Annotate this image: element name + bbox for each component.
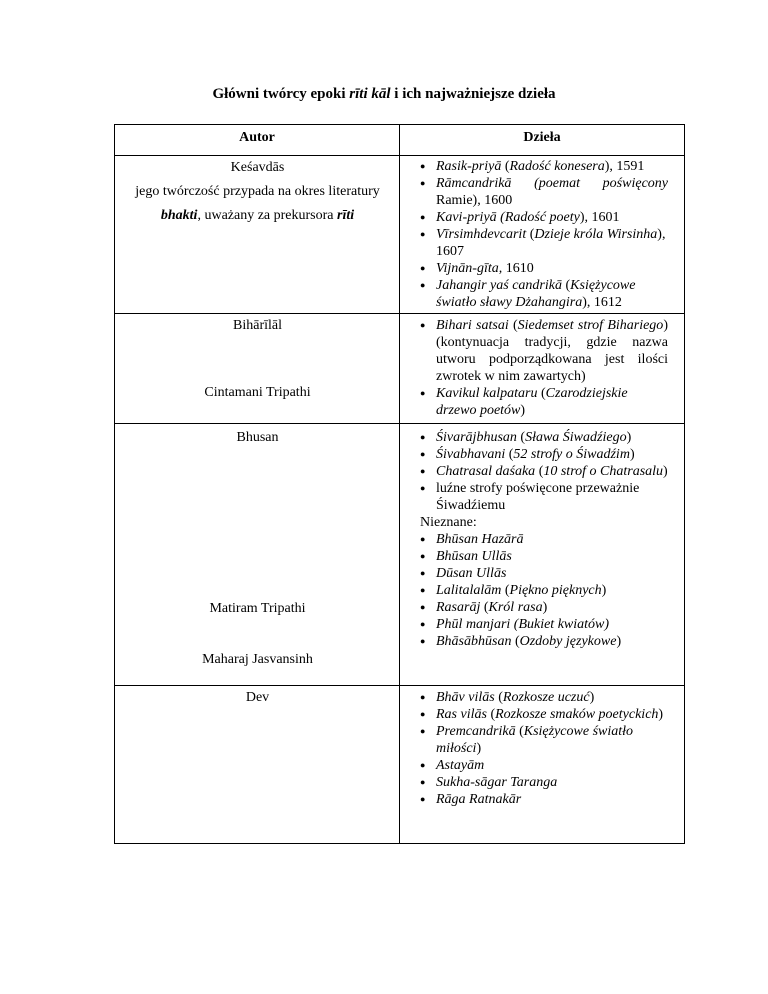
author-name: Matiram Tripathi — [209, 601, 306, 616]
list-item: ● Bhāv vilās (Rozkosze uczuć) — [400, 689, 676, 706]
list-item: ● Phūl manjari (Bukiet kwiatów) — [400, 616, 676, 633]
list-item: ● Bhūsan Hazārā — [400, 531, 676, 548]
list-item: ● Sukha-sāgar Taranga — [400, 774, 676, 791]
list-item: ● Kavikul kalpataru (Czarodziejskie drzewo poetów) — [400, 385, 676, 419]
list-item: ● Śivarājbhusan (Sława Śiwadźiego) — [400, 429, 676, 446]
list-item: ● luźne strofy poświęcone przeważnie Śiwadźiemu — [400, 480, 676, 514]
list-item: ● Chatrasal daśaka (10 strof o Chatrasalu) — [400, 463, 676, 480]
author-cell — [115, 424, 400, 686]
author-note-line-2: bhakti, uważany za prekursora rīti — [160, 208, 355, 223]
authors-works-table — [114, 124, 685, 844]
list-item: ● Premcandrikā (Księżycowe światło miłości) — [400, 723, 676, 757]
table-row — [115, 686, 685, 844]
author-note-line-1: jego twórczość przypada na okres literatury — [135, 184, 380, 199]
table-row — [115, 314, 685, 424]
page-title: Główni twórcy epoki rīti kāl i ich najważniejsze dzieła — [212, 86, 556, 102]
table-row — [115, 424, 685, 686]
list-item: ● Rasarāj (Król rasa) — [400, 599, 676, 616]
list-item: ● Astayām — [400, 757, 676, 774]
works-cell — [400, 314, 685, 424]
unknown-label: Nieznane: — [420, 515, 477, 530]
list-item: ● Vīrsimhdevcarit (Dzieje króla Wirsinha), 1607 — [400, 226, 676, 260]
list-item: ● Bhūsan Ullās — [400, 548, 676, 565]
author-name: Maharaj Jasvansinh — [202, 652, 313, 667]
list-item: ● Rasik-priyā (Radość konesera), 1591 — [400, 158, 676, 175]
header-row — [115, 125, 685, 156]
author-name: Cintamani Tripathi — [204, 385, 311, 400]
author-cell — [115, 686, 400, 844]
list-item: ● Dūsan Ullās — [400, 565, 676, 582]
author-name: Dev — [245, 690, 270, 705]
author-cell — [115, 156, 400, 314]
works-cell — [400, 424, 685, 686]
list-item: ● Jahangir yaś candrikā (Księżycowe światło sławy Dżahangira), 1612 — [400, 277, 676, 311]
author-name: Keśavdās — [230, 160, 285, 175]
list-item: ● Vijnān-gīta, 1610 — [400, 260, 676, 277]
list-item: ● Bihari satsai (Siedemset strof Bihariego) (kontynuacja tradycji, gdzie nazwa utworu podporządkowana jest ilości zwrotek w nim zawartych) — [400, 317, 676, 385]
works-cell — [400, 686, 685, 844]
list-item: ● Śivabhavani (52 strofy o Śiwadźim) — [400, 446, 676, 463]
list-item: ● Ras vilās (Rozkosze smaków poetyckich) — [400, 706, 676, 723]
author-name: Bihārīlāl — [233, 318, 282, 333]
author-name: Bhusan — [236, 430, 279, 445]
header-author: Autor — [115, 125, 400, 156]
author-cell — [115, 314, 400, 424]
list-item: ● Rāmcandrikā (poemat poświęcony Ramie), 1600 — [400, 175, 676, 209]
list-item: ● Kavi-priyā (Radość poety), 1601 — [400, 209, 676, 226]
table-row — [115, 156, 685, 314]
list-item: ● Rāga Ratnakār — [400, 791, 676, 808]
header-works: Dzieła — [400, 125, 685, 156]
works-cell — [400, 156, 685, 314]
list-item: ● Bhāsābhūsan (Ozdoby językowe) — [400, 633, 676, 650]
list-item: ● Lalitalalām (Piękno pięknych) — [400, 582, 676, 599]
